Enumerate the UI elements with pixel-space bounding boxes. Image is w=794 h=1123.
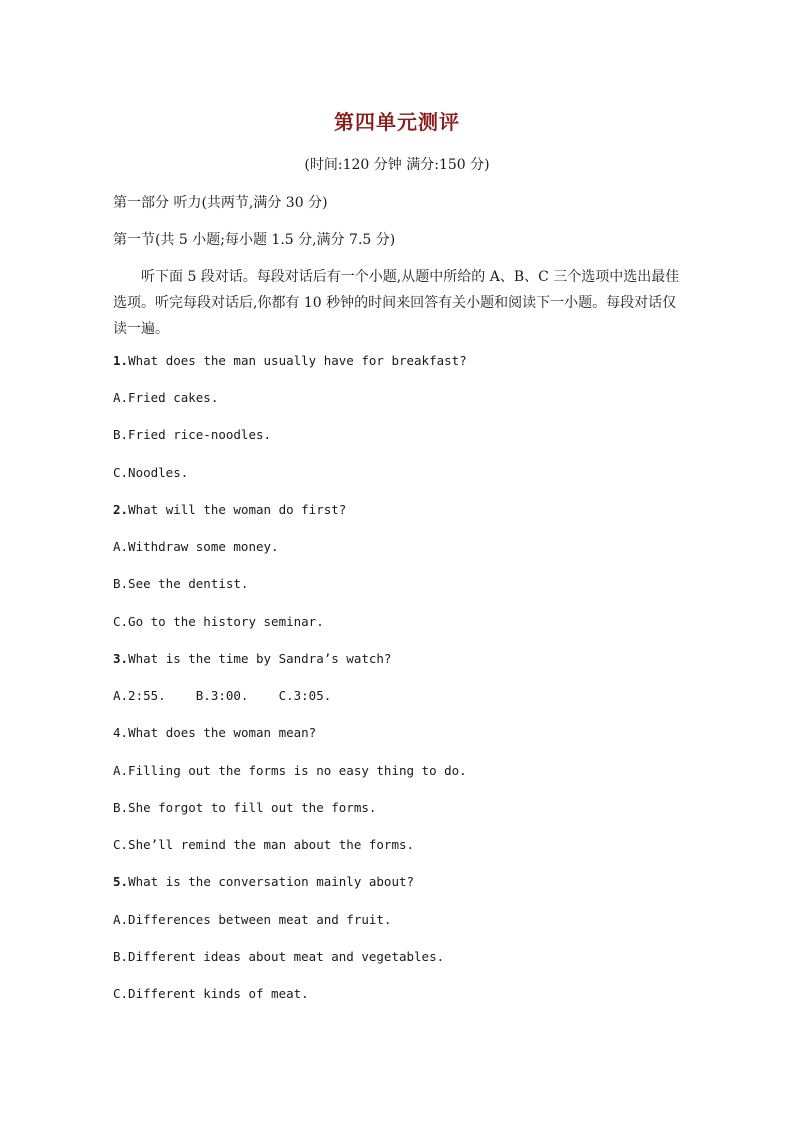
section-heading: 第一节(共 5 小题;每小题 1.5 分,满分 7.5 分) bbox=[113, 232, 396, 248]
instructions-paragraph: 听下面 5 段对话。每段对话后有一个小题,从题中所给的 A、B、C 三个选项中选出最佳选项。听完每段对话后,你都有 10 秒钟的时间来回答有关小题和阅读下一小题。每段对话仅读一遍。 bbox=[113, 269, 680, 337]
options-3: A.2:55. B.3:00. C.3:05. bbox=[113, 688, 332, 703]
question-text: What will the woman do first? bbox=[128, 502, 347, 517]
question-text: What does the man usually have for breakfast? bbox=[128, 353, 467, 368]
option-4a: A.Filling out the forms is no easy thing to do. bbox=[113, 763, 467, 778]
question-1 bbox=[113, 353, 467, 368]
option-2a: A.Withdraw some money. bbox=[113, 539, 279, 554]
question-2 bbox=[113, 502, 346, 517]
exam-info: (时间:120 分钟 满分:150 分) bbox=[304, 157, 490, 173]
question-number: 4. bbox=[113, 725, 129, 740]
option-2b: B.See the dentist. bbox=[113, 576, 249, 591]
page-title: 第四单元测评 bbox=[334, 110, 460, 134]
question-text: What does the woman mean? bbox=[128, 725, 317, 740]
option-5b: B.Different ideas about meat and vegetables. bbox=[113, 949, 445, 964]
option-5c: C.Different kinds of meat. bbox=[113, 986, 309, 1001]
option-1b: B.Fried rice-noodles. bbox=[113, 427, 272, 442]
option-4b: B.She forgot to fill out the forms. bbox=[113, 800, 377, 815]
part-heading: 第一部分 听力(共两节,满分 30 分) bbox=[113, 195, 328, 211]
question-3 bbox=[113, 651, 391, 666]
question-number: 3. bbox=[113, 651, 129, 666]
option-1a: A.Fried cakes. bbox=[113, 390, 219, 405]
question-text: What is the time by Sandra’s watch? bbox=[128, 651, 392, 666]
option-1c: C.Noodles. bbox=[113, 465, 189, 480]
option-2c: C.Go to the history seminar. bbox=[113, 614, 324, 629]
question-number: 2. bbox=[113, 502, 129, 517]
option-4c: C.She’ll remind the man about the forms. bbox=[113, 837, 415, 852]
question-4 bbox=[113, 725, 316, 740]
question-number: 1. bbox=[113, 353, 129, 368]
question-text: What is the conversation mainly about? bbox=[128, 874, 415, 889]
question-5 bbox=[113, 874, 414, 889]
option-5a: A.Differences between meat and fruit. bbox=[113, 912, 392, 927]
question-number: 5. bbox=[113, 874, 129, 889]
